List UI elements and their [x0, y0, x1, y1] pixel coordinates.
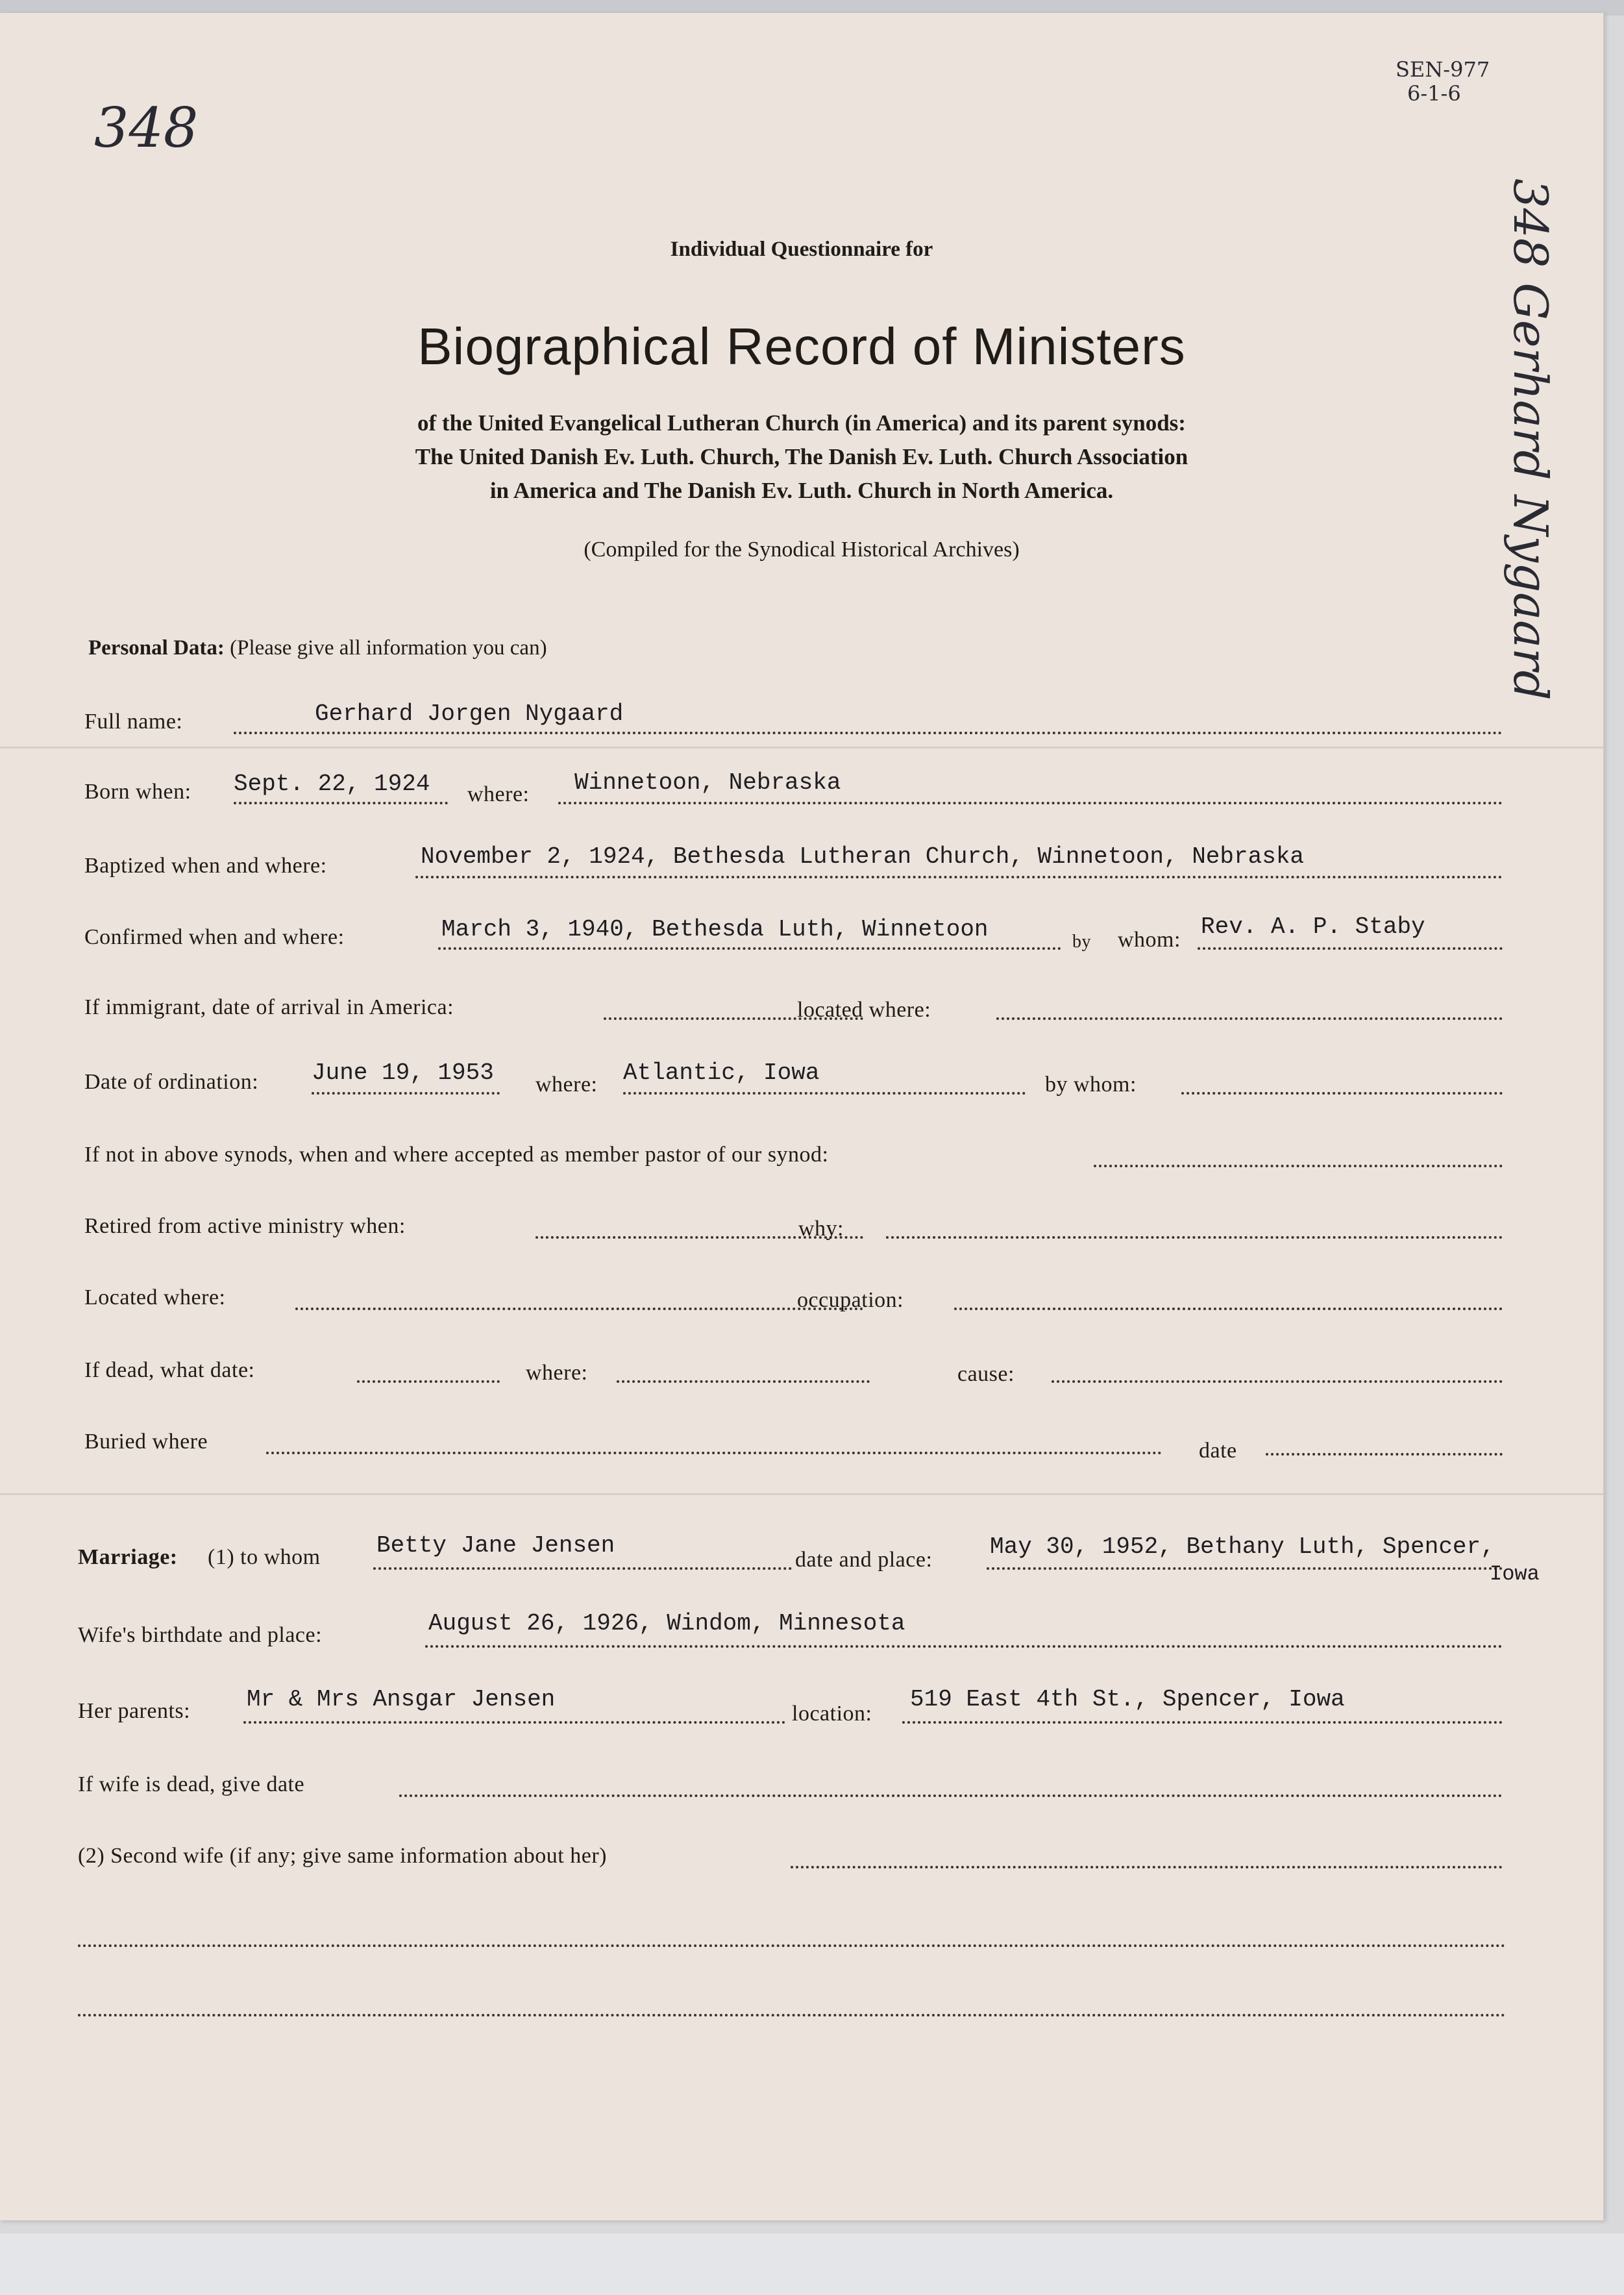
ordination-date-value: June 19, 1953 — [312, 1060, 494, 1086]
dotted-line — [1094, 1165, 1503, 1167]
confirmed-label: Confirmed when and where: — [84, 925, 345, 949]
buried-label: Buried where — [84, 1430, 208, 1454]
dotted-line — [1181, 1092, 1503, 1095]
handwritten-number: 348 — [94, 96, 199, 160]
dotted-line — [558, 802, 1503, 804]
dotted-line — [1052, 1380, 1503, 1383]
dotted-line — [438, 947, 1061, 950]
born-label: Born when: — [84, 780, 191, 804]
paper-fold-line — [0, 1493, 1603, 1495]
row-located — [78, 1278, 1506, 1314]
dotted-line — [987, 1567, 1503, 1570]
confirmed-by-label: by — [1072, 932, 1091, 952]
scanner-bed-bottom — [0, 2233, 1624, 2295]
row-not-in-synods — [78, 1135, 1506, 1171]
occupation-label: occupation: — [797, 1288, 904, 1312]
born-date-value: Sept. 22, 1924 — [234, 771, 430, 797]
born-where-label: where: — [467, 782, 530, 806]
immigrant-located-label: located where: — [797, 998, 931, 1022]
dotted-line — [295, 1308, 863, 1310]
ordination-place-value: Atlantic, Iowa — [623, 1060, 820, 1086]
dotted-line — [425, 1645, 1503, 1648]
row-second-wife — [78, 1837, 1506, 1874]
dead-date-label: If dead, what date: — [84, 1358, 255, 1382]
confirmed-by-value: Rev. A. P. Staby — [1201, 913, 1425, 940]
dotted-line — [266, 1452, 1162, 1454]
dotted-line — [791, 1866, 1503, 1868]
row-parents — [78, 1686, 1506, 1728]
row-retired — [78, 1206, 1506, 1243]
subtitle-line-2: The United Danish Ev. Luth. Church, The Danish Ev. Luth. Church Association — [415, 444, 1188, 469]
margin-handwriting: 348 Gerhard Nygaard — [1503, 179, 1558, 701]
dotted-line — [886, 1236, 1503, 1239]
dotted-line — [1198, 947, 1503, 950]
ordination-by-whom-label: by whom: — [1045, 1073, 1137, 1097]
ordination-where-label: where: — [535, 1073, 598, 1097]
section-label: Personal Data: — [88, 636, 225, 660]
ordination-label: Date of ordination: — [84, 1070, 259, 1094]
dotted-line — [902, 1721, 1503, 1724]
parents-location-value: 519 East 4th St., Spencer, Iowa — [910, 1686, 1345, 1713]
baptized-label: Baptized when and where: — [84, 854, 327, 878]
dead-cause-label: cause: — [957, 1362, 1015, 1386]
subtitle-line-1: of the United Evangelical Lutheran Church (in America) and its parent synods: — [417, 410, 1186, 436]
dotted-line — [399, 1794, 1503, 1797]
dotted-line — [243, 1721, 785, 1724]
full-name-value: Gerhard Jorgen Nygaard — [315, 701, 624, 727]
confirmed-whom-label: whom: — [1118, 928, 1181, 952]
second-wife-label: (2) Second wife (if any; give same information about her) — [78, 1844, 607, 1868]
handwritten-code: SEN-977 — [1396, 57, 1490, 82]
row-born — [78, 769, 1506, 811]
buried-date-label: date — [1199, 1439, 1237, 1463]
dotted-line — [357, 1380, 500, 1383]
wife-birth-value: August 26, 1926, Windom, Minnesota — [428, 1610, 905, 1637]
subtitle-line-3: in America and The Danish Ev. Luth. Church in North America. — [489, 478, 1114, 503]
not-in-synods-label: If not in above synods, when and where accepted as member pastor of our synod: — [84, 1143, 829, 1167]
confirmed-value: March 3, 1940, Bethesda Luth, Winnetoon — [441, 916, 989, 943]
marriage-date-place-continued: Iowa — [1490, 1562, 1540, 1586]
dotted-line — [415, 876, 1503, 878]
marriage-label: Marriage: — [78, 1545, 178, 1569]
section-note: (Please give all information you can) — [230, 636, 547, 660]
dotted-line — [617, 1380, 870, 1383]
located-label: Located where: — [84, 1285, 226, 1309]
blank-dotted-line — [78, 2014, 1506, 2016]
marriage-date-place-label: date and place: — [795, 1548, 933, 1572]
dotted-line — [312, 1092, 500, 1095]
row-immigrant — [78, 989, 1506, 1025]
parents-location-label: location: — [792, 1702, 872, 1726]
immigrant-label: If immigrant, date of arrival in America: — [84, 995, 454, 1019]
row-baptized — [78, 843, 1506, 882]
dead-where-label: where: — [526, 1361, 588, 1385]
parents-value: Mr & Mrs Ansgar Jensen — [247, 1686, 556, 1713]
born-place-value: Winnetoon, Nebraska — [574, 769, 841, 796]
row-full-name — [78, 701, 1506, 741]
row-marriage — [78, 1532, 1540, 1586]
row-wife-birth — [78, 1610, 1506, 1653]
blank-dotted-line — [78, 1944, 1506, 1947]
pre-title: Individual Questionnaire for — [670, 238, 933, 261]
retired-label: Retired from active ministry when: — [84, 1214, 406, 1238]
row-buried — [78, 1422, 1506, 1463]
dotted-line — [373, 1567, 792, 1570]
handwritten-code-date: 6-1-6 — [1407, 81, 1461, 106]
compiled-note: (Compiled for the Synodical Historical Archives) — [584, 538, 1020, 562]
questionnaire-page — [0, 13, 1605, 2220]
row-wife-dead — [78, 1766, 1506, 1802]
baptized-value: November 2, 1924, Bethesda Lutheran Church, Winnetoon, Nebraska — [421, 843, 1305, 870]
row-confirmed — [78, 913, 1506, 954]
dotted-line — [234, 732, 1503, 734]
marriage-first-label: (1) to whom — [208, 1545, 321, 1569]
dotted-line — [954, 1308, 1503, 1310]
wife-dead-label: If wife is dead, give date — [78, 1772, 305, 1796]
spouse-value: Betty Jane Jensen — [376, 1532, 615, 1559]
marriage-date-place-value: May 30, 1952, Bethany Luth, Spencer, — [990, 1533, 1495, 1560]
retired-why-label: why: — [798, 1217, 844, 1241]
personal-section-heading — [88, 636, 547, 660]
dotted-line — [1266, 1453, 1503, 1456]
dotted-line — [996, 1017, 1503, 1020]
full-name-label: Full name: — [84, 710, 183, 734]
page-title: Biographical Record of Ministers — [417, 317, 1186, 375]
row-ordination — [78, 1060, 1506, 1100]
dotted-line — [234, 802, 448, 804]
parents-label: Her parents: — [78, 1699, 191, 1723]
dotted-line — [623, 1092, 1026, 1095]
row-dead — [78, 1350, 1506, 1387]
wife-birth-label: Wife's birthdate and place: — [78, 1623, 323, 1647]
paper-fold-line — [0, 747, 1603, 749]
